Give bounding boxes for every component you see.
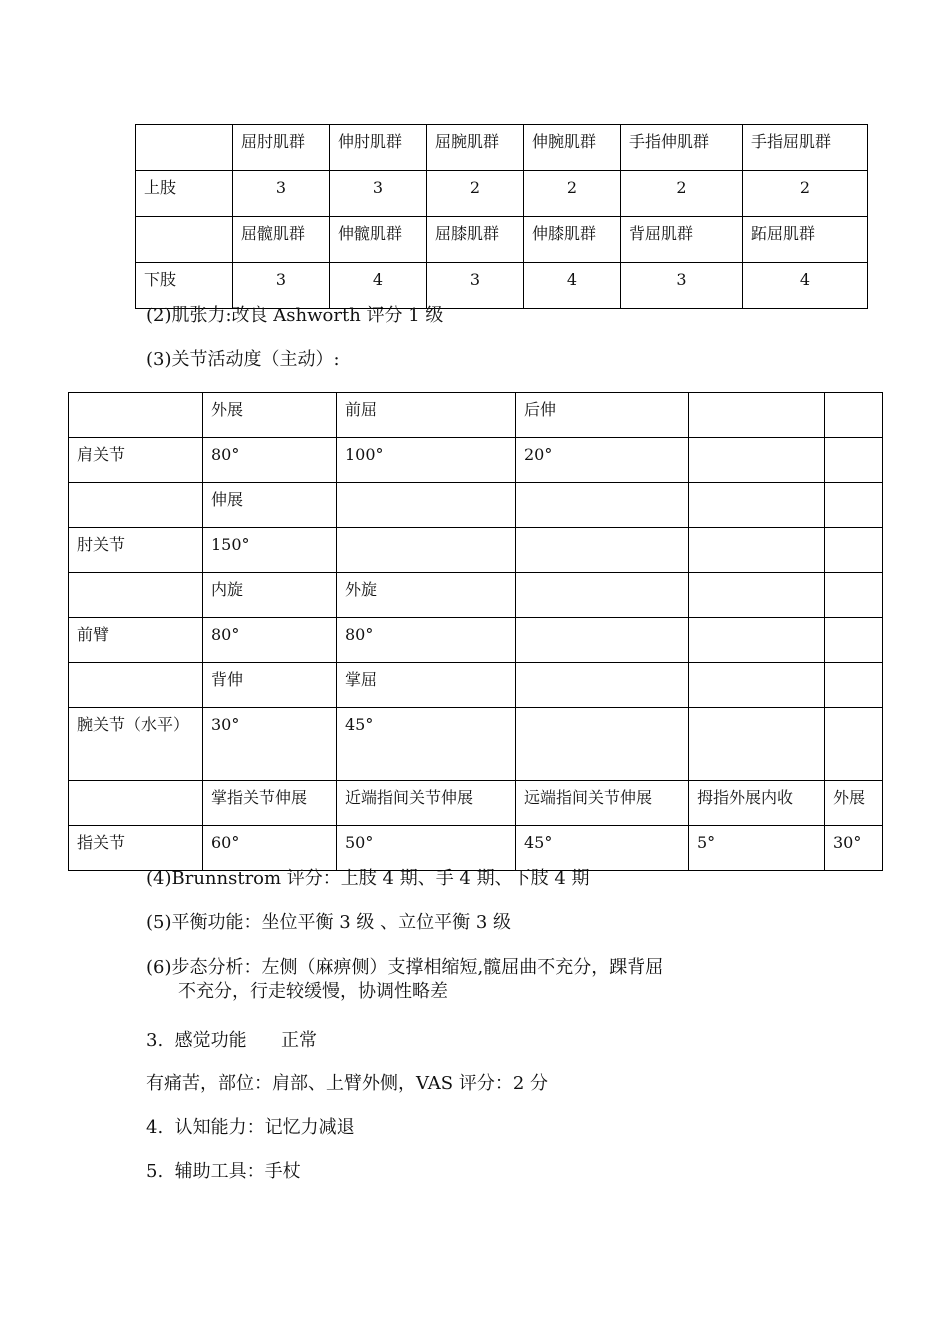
table-cell: 背伸	[203, 663, 337, 708]
table-cell	[689, 618, 825, 663]
table-cell: 伸髋肌群	[330, 217, 427, 263]
table-cell	[136, 217, 233, 263]
table-cell: 指关节	[69, 826, 203, 871]
table-cell: 伸腕肌群	[524, 125, 621, 171]
gait-paragraph	[146, 956, 806, 1004]
table-row	[136, 217, 868, 263]
table-cell: 外旋	[337, 573, 516, 618]
table-cell: 掌指关节伸展	[203, 781, 337, 826]
table-cell: 100°	[337, 438, 516, 483]
table-cell	[516, 663, 689, 708]
table-cell	[69, 393, 203, 438]
table-cell	[825, 483, 883, 528]
table-row	[136, 171, 868, 217]
pain-line: 有痛苦，部位：肩部、上臂外侧，VAS 评分：2 分	[146, 1073, 549, 1094]
rom-title-line: (3)关节活动度（主动）:	[146, 349, 340, 370]
table-cell: 肘关节	[69, 528, 203, 573]
table-row	[69, 393, 883, 438]
table-cell: 30°	[825, 826, 883, 871]
table-cell	[689, 483, 825, 528]
table-cell	[69, 781, 203, 826]
table-row	[136, 125, 868, 171]
table-cell: 30°	[203, 708, 337, 781]
table-cell: 50°	[337, 826, 516, 871]
table-row	[69, 826, 883, 871]
table-cell	[689, 438, 825, 483]
table-cell	[689, 528, 825, 573]
table-cell: 手指伸肌群	[621, 125, 743, 171]
muscle-strength-table	[135, 124, 868, 309]
table-cell	[825, 573, 883, 618]
table-cell	[825, 528, 883, 573]
table-cell	[689, 393, 825, 438]
table-cell: 外展	[825, 781, 883, 826]
table-cell: 2	[427, 171, 524, 217]
table-cell: 后伸	[516, 393, 689, 438]
muscle-tone-line: (2)肌张力:改良 Ashworth 评分 1 级	[146, 305, 444, 326]
table-row	[69, 573, 883, 618]
table-cell: 3	[233, 171, 330, 217]
table-cell: 远端指间关节伸展	[516, 781, 689, 826]
table-cell: 3	[621, 263, 743, 309]
table-cell: 屈髋肌群	[233, 217, 330, 263]
table-cell: 近端指间关节伸展	[337, 781, 516, 826]
table-cell	[69, 483, 203, 528]
table-cell: 内旋	[203, 573, 337, 618]
table-cell	[337, 528, 516, 573]
table-cell: 屈腕肌群	[427, 125, 524, 171]
table-row	[136, 263, 868, 309]
balance-line: (5)平衡功能：坐位平衡 3 级 、立位平衡 3 级	[146, 912, 512, 933]
table-row	[69, 483, 883, 528]
table-cell: 150°	[203, 528, 337, 573]
table-cell: 20°	[516, 438, 689, 483]
table-cell	[825, 708, 883, 781]
table-row	[69, 438, 883, 483]
table-cell	[825, 438, 883, 483]
table-cell: 掌屈	[337, 663, 516, 708]
table-cell	[689, 708, 825, 781]
table-cell: 2	[621, 171, 743, 217]
table-cell: 拇指外展内收	[689, 781, 825, 826]
table-cell: 背屈肌群	[621, 217, 743, 263]
table-cell: 腕关节（水平）	[69, 708, 203, 781]
table-cell: 手指屈肌群	[743, 125, 868, 171]
sensory-line: 3. 感觉功能 正常	[146, 1030, 317, 1051]
table-cell	[689, 663, 825, 708]
gait-line-2: 不充分，行走较缓慢，协调性略差	[178, 981, 448, 1002]
table-cell	[516, 483, 689, 528]
table-cell: 80°	[203, 618, 337, 663]
table-cell	[136, 125, 233, 171]
table-cell: 前臂	[69, 618, 203, 663]
table-cell	[516, 618, 689, 663]
assistive-device-line: 5. 辅助工具：手杖	[146, 1161, 301, 1182]
table-row	[69, 708, 883, 781]
table-cell: 45°	[516, 826, 689, 871]
table-cell: 肩关节	[69, 438, 203, 483]
table-cell: 2	[743, 171, 868, 217]
table-cell	[516, 573, 689, 618]
table-cell	[337, 483, 516, 528]
table-cell: 屈肘肌群	[233, 125, 330, 171]
table-cell: 下肢	[136, 263, 233, 309]
table-cell: 外展	[203, 393, 337, 438]
table-cell: 上肢	[136, 171, 233, 217]
table-cell: 3	[233, 263, 330, 309]
table-cell: 4	[524, 263, 621, 309]
table-cell	[825, 663, 883, 708]
table-row	[69, 528, 883, 573]
table-cell: 伸展	[203, 483, 337, 528]
table-cell: 4	[330, 263, 427, 309]
table-cell: 3	[427, 263, 524, 309]
table-cell	[516, 708, 689, 781]
table-cell: 4	[743, 263, 868, 309]
table-cell	[69, 573, 203, 618]
table-cell	[69, 663, 203, 708]
table-cell: 前屈	[337, 393, 516, 438]
table-cell: 60°	[203, 826, 337, 871]
gait-line-1: (6)步态分析：左侧（麻痹侧）支撑相缩短,髋屈曲不充分，踝背屈	[146, 957, 664, 978]
range-of-motion-table	[68, 392, 883, 871]
table-row	[69, 663, 883, 708]
table-cell: 45°	[337, 708, 516, 781]
table-cell: 2	[524, 171, 621, 217]
table-cell: 80°	[337, 618, 516, 663]
cognition-line: 4. 认知能力：记忆力减退	[146, 1117, 355, 1138]
table-cell	[825, 618, 883, 663]
table-row	[69, 618, 883, 663]
table-cell	[516, 528, 689, 573]
table-cell: 80°	[203, 438, 337, 483]
table-cell	[825, 393, 883, 438]
table-cell: 屈膝肌群	[427, 217, 524, 263]
brunnstrom-line: (4)Brunnstrom 评分：上肢 4 期、手 4 期、下肢 4 期	[146, 868, 590, 889]
table-cell	[689, 573, 825, 618]
table-cell: 3	[330, 171, 427, 217]
table-row	[69, 781, 883, 826]
table-cell: 5°	[689, 826, 825, 871]
table-cell: 伸肘肌群	[330, 125, 427, 171]
table-cell: 跖屈肌群	[743, 217, 868, 263]
table-cell: 伸膝肌群	[524, 217, 621, 263]
